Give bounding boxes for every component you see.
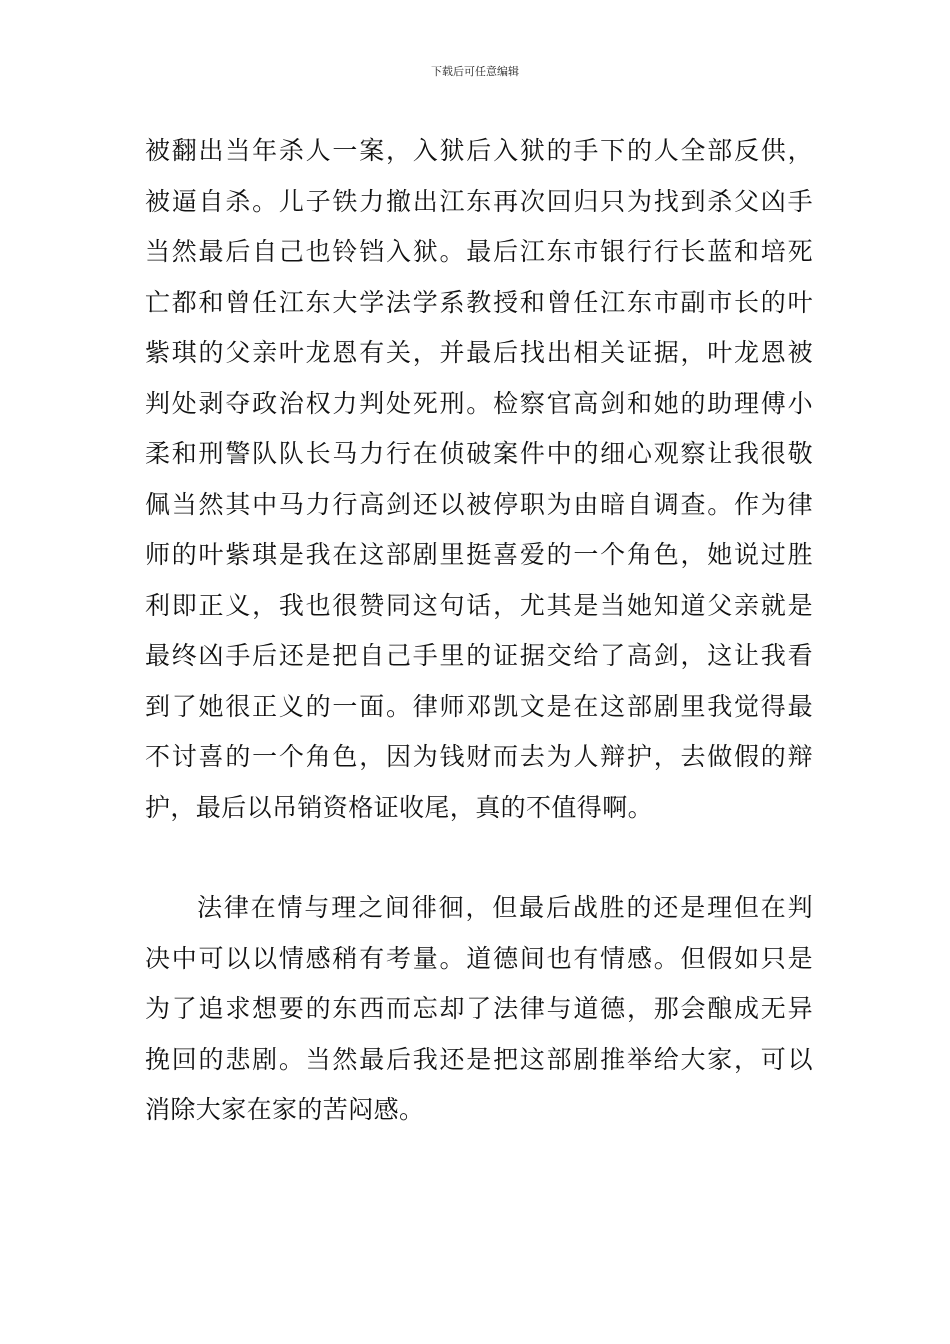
text-line: 判处剥夺政治权力判处死刑。检察官高剑和她的助理傅小 <box>145 388 813 418</box>
text-line: 利即正义，我也很赞同这句话，尤其是当她知道父亲就是 <box>145 590 813 620</box>
text-line: 佩当然其中马力行高剑还以被停职为由暗自调查。作为律 <box>145 489 813 519</box>
text-line: 亡都和曾任江东大学法学系教授和曾任江东市副市长的叶 <box>145 287 813 317</box>
text-line: 挽回的悲剧。当然最后我还是把这部剧推举给大家，可以 <box>145 1044 813 1074</box>
text-line: 被翻出当年杀人一案，入狱后入狱的手下的人全部反供， <box>145 136 813 165</box>
text-line: 消除大家在家的苦闷感。 <box>145 1095 425 1124</box>
text-line: 为了追求想要的东西而忘却了法律与道德，那会酿成无异 <box>145 994 813 1023</box>
paragraph-spacer <box>145 833 813 883</box>
text-line: 决中可以以情感稍有考量。道德间也有情感。但假如只是 <box>145 943 813 973</box>
page-header: 下载后可任意编辑 <box>431 65 519 78</box>
text-line: 柔和刑警队队长马力行在侦破案件中的细心观察让我很敬 <box>145 439 813 468</box>
text-line: 法律在情与理之间徘徊，但最后战胜的还是理但在判 <box>197 893 813 922</box>
text-line: 最终凶手后还是把自己手里的证据交给了高剑，这让我看 <box>145 641 813 670</box>
text-line: 被逼自杀。儿子铁力撤出江东再次回归只为找到杀父凶手 <box>145 186 813 216</box>
text-line: 到了她很正义的一面。律师邓凯文是在这部剧里我觉得最 <box>145 691 813 721</box>
text-line: 紫琪的父亲叶龙恩有关，并最后找出相关证据，叶龙恩被 <box>145 338 813 367</box>
paragraph-1 <box>145 126 813 833</box>
text-line: 师的叶紫琪是我在这部剧里挺喜爱的一个角色，她说过胜 <box>145 540 813 569</box>
text-line: 护，最后以吊销资格证收尾，真的不值得啊。 <box>145 792 654 822</box>
paragraph-2 <box>145 883 813 1136</box>
text-line: 不讨喜的一个角色，因为钱财而去为人辩护，去做假的辩 <box>145 742 813 771</box>
body-text <box>145 126 813 1136</box>
text-line: 当然最后自己也铃铛入狱。最后江东市银行行长蓝和培死 <box>145 237 813 266</box>
